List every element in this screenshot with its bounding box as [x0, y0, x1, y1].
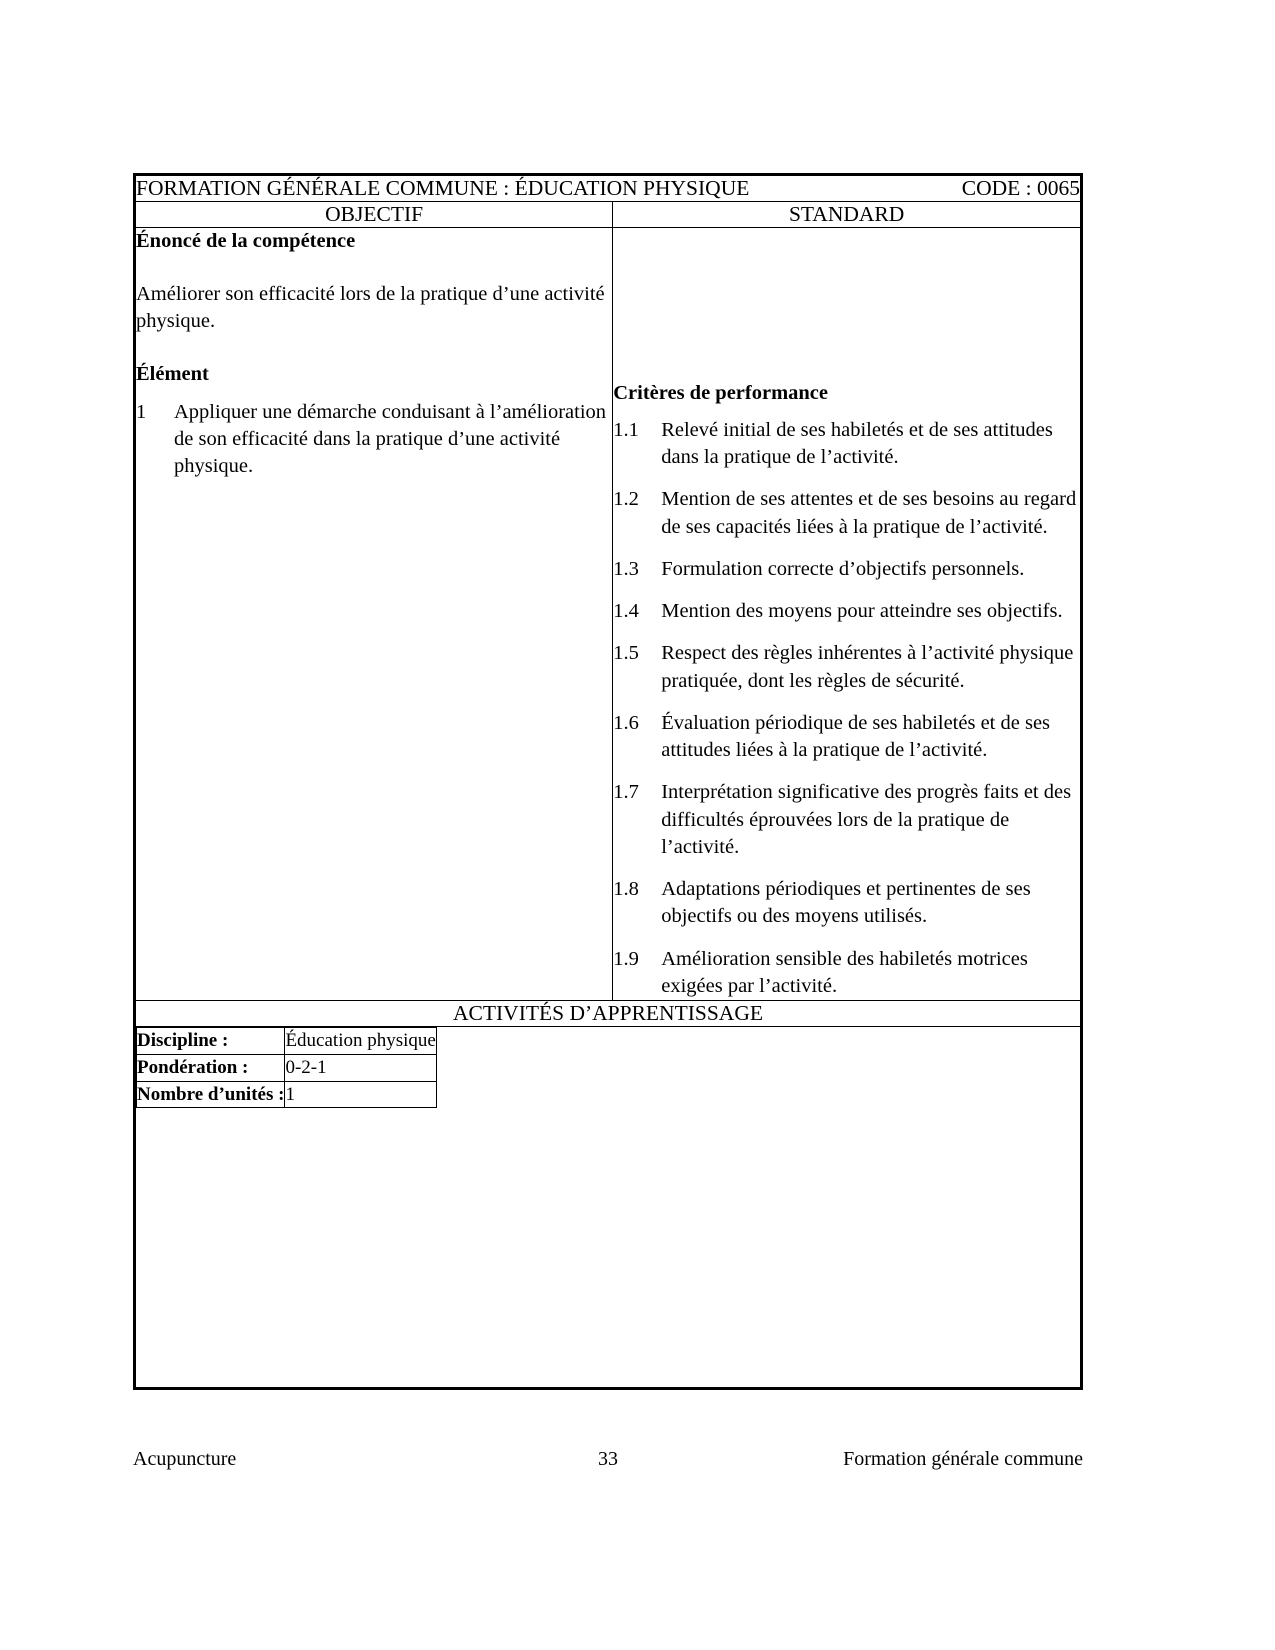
ponderation-label: Pondération : — [137, 1054, 285, 1081]
element-text: Appliquer une démarche conduisant à l’amélioration de son efficacité dans la pratique d’une activité physique. — [174, 400, 607, 478]
element-heading: Élément — [136, 363, 209, 386]
column-header-row — [136, 201, 1081, 227]
list-item — [613, 779, 1080, 861]
page-footer — [133, 1448, 1083, 1471]
table-row — [137, 1081, 437, 1108]
footer-program: Acupuncture — [133, 1448, 237, 1470]
competence-heading: Énoncé de la compétence — [136, 229, 356, 252]
critere-number: 1.1 — [613, 418, 639, 441]
footer-section: Formation générale commune — [843, 1448, 1083, 1470]
critere-number: 1.6 — [613, 711, 639, 734]
page-number: 33 — [598, 1448, 618, 1470]
activities-cell — [136, 1027, 1081, 1388]
critere-text: Mention de ses attentes et de ses besoins au regard de ses capacités liées à la pratique de l’activité. — [661, 488, 1077, 538]
critere-text: Mention des moyens pour atteindre ses objectifs. — [661, 600, 1063, 623]
list-item — [613, 640, 1080, 695]
standard-cell — [613, 227, 1081, 1001]
competence-text: Améliorer son efficacité lors de la pratique d’une activité physique. — [136, 282, 605, 333]
list-item — [613, 486, 1080, 541]
list-item — [613, 946, 1080, 1001]
column-header-standard: STANDARD — [613, 201, 1081, 227]
activities-meta-table — [136, 1027, 437, 1108]
element-number: 1 — [136, 400, 147, 423]
discipline-value: Éducation physique — [285, 1028, 436, 1055]
program-header-cell — [136, 176, 1081, 202]
list-item — [613, 876, 1080, 931]
critere-number: 1.5 — [613, 642, 639, 665]
program-code: CODE : 0065 — [961, 176, 1080, 200]
critere-text: Adaptations périodiques et pertinentes de ses objectifs ou des moyens utilisés. — [661, 878, 1031, 928]
content-row — [136, 227, 1081, 1001]
column-header-objectif: OBJECTIF — [136, 201, 613, 227]
list-item — [136, 399, 612, 481]
table-row — [137, 1028, 437, 1055]
critere-number: 1.8 — [613, 878, 639, 901]
ponderation-value: 0-2-1 — [285, 1054, 436, 1081]
critere-number: 1.2 — [613, 488, 639, 511]
critere-text: Respect des règles inhérentes à l’activité physique pratiquée, dont les règles de sécurité. — [661, 642, 1074, 692]
critere-text: Formulation correcte d’objectifs personnels. — [661, 557, 1025, 580]
unites-label: Nombre d’unités : — [137, 1081, 285, 1108]
program-title: FORMATION GÉNÉRALE COMMUNE : ÉDUCATION PHYSIQUE — [136, 176, 750, 200]
criteres-heading: Critères de performance — [613, 381, 828, 404]
list-item — [613, 710, 1080, 765]
list-item — [613, 598, 1080, 625]
critere-text: Relevé initial de ses habiletés et de ses attitudes dans la pratique de l’activité. — [661, 418, 1053, 469]
element-list — [136, 399, 612, 481]
critere-number: 1.3 — [613, 557, 639, 580]
critere-number: 1.4 — [613, 600, 639, 623]
list-item — [613, 556, 1080, 583]
activities-header-row — [136, 1001, 1081, 1027]
discipline-label: Discipline : — [137, 1028, 285, 1055]
list-item — [613, 417, 1080, 472]
critere-number: 1.7 — [613, 781, 639, 804]
objectif-cell — [136, 227, 613, 1001]
unites-value: 1 — [285, 1081, 436, 1108]
critere-number: 1.9 — [613, 947, 639, 970]
activities-title: ACTIVITÉS D’APPRENTISSAGE — [136, 1001, 1081, 1027]
table-row — [137, 1054, 437, 1081]
critere-text: Interprétation significative des progrès faits et des difficultés éprouvées lors de la pratique de l’activité. — [661, 781, 1072, 858]
critere-text: Amélioration sensible des habiletés motrices exigées par l’activité. — [661, 947, 1028, 997]
table-header-row — [136, 176, 1081, 202]
standard-top-spacer — [613, 228, 1080, 380]
critere-text: Évaluation périodique de ses habiletés et de ses attitudes liées à la pratique de l’activité. — [661, 711, 1051, 762]
criteres-list — [613, 417, 1080, 1000]
activities-content-row — [136, 1027, 1081, 1388]
competency-table — [133, 173, 1083, 1390]
